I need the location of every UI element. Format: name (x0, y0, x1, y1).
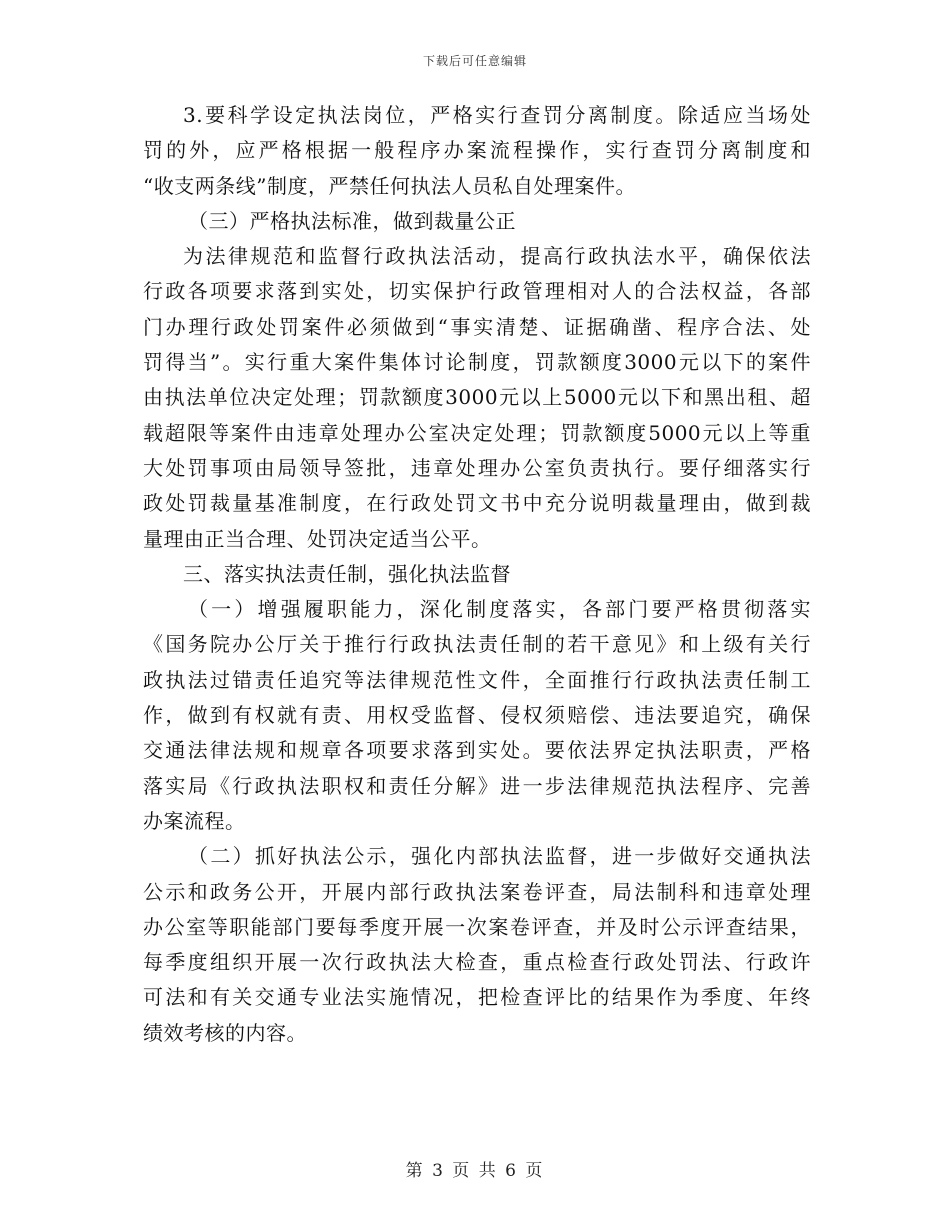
page-number: 第 3 页 共 6 页 (405, 1161, 545, 1181)
paragraph-line: 每季度组织开展一次行政执法大检查，重点检查行政处罚法、行政许 (143, 950, 811, 975)
paragraph-line: 政处罚裁量基准制度，在行政处罚文书中充分说明裁量理由，做到裁 (143, 491, 811, 516)
page-header: 下载后可任意编辑 (422, 54, 527, 68)
paragraph-line: 由执法单位决定处理；罚款额度3000元以上5000元以下和黑出租、超 (143, 385, 811, 410)
paragraph-line: 量理由正当合理、处罚决定适当公平。 (143, 526, 492, 551)
paragraph-line: 载超限等案件由违章处理办公室决定处理；罚款额度5000元以上等重 (143, 420, 811, 445)
paragraph-line: 罚的外，应严格根据一般程序办案流程操作，实行查罚分离制度和 (143, 138, 811, 163)
paragraph-line: 门办理行政处罚案件必须做到“事实清楚、证据确凿、程序合法、处 (143, 314, 811, 339)
paragraph-line: 行政各项要求落到实处，切实保护行政管理相对人的合法权益，各部 (143, 279, 811, 304)
paragraph-line: “收支两条线”制度，严禁任何执法人员私自处理案件。 (143, 173, 636, 198)
paragraph-line: 3.要科学设定执法岗位，严格实行查罚分离制度。除适应当场处 (183, 103, 811, 127)
paragraph-line: 《国务院办公厅关于推行行政执法责任制的若干意见》和上级有关行 (143, 632, 811, 657)
paragraph-line: 办公室等职能部门要每季度开展一次案卷评查，并及时公示评查结果， (143, 914, 811, 939)
paragraph-line: 政执法过错责任追究等法律规范性文件，全面推行行政执法责任制工 (143, 667, 811, 692)
paragraph-line: 绩效考核的内容。 (143, 1020, 307, 1045)
document-body (143, 98, 811, 1051)
paragraph-line: （一）增强履职能力，深化制度落实，各部门要严格贯彻落实 (188, 597, 811, 622)
paragraph-line: 可法和有关交通专业法实施情况，把检查评比的结果作为季度、年终 (143, 985, 811, 1010)
section-heading: 三、落实执法责任制，强化执法监督 (183, 561, 511, 586)
section-heading: （三）严格执法标准，做到裁量公正 (188, 208, 516, 233)
paragraph-line: 作，做到有权就有责、用权受监督、侵权须赔偿、违法要追究，确保 (143, 703, 811, 728)
paragraph-line: （二）抓好执法公示，强化内部执法监督，进一步做好交通执法 (188, 844, 811, 869)
paragraph-line: 落实局《行政执法职权和责任分解》进一步法律规范执法程序、完善 (143, 773, 811, 798)
paragraph-line: 交通法律法规和规章各项要求落到实处。要依法界定执法职责，严格 (143, 738, 811, 763)
paragraph-line: 公示和政务公开，开展内部行政执法案卷评查，局法制科和违章处理 (143, 879, 811, 904)
paragraph-line: 大处罚事项由局领导签批，违章处理办公室负责执行。要仔细落实行 (143, 455, 811, 480)
paragraph-line: 罚得当”。实行重大案件集体讨论制度，罚款额度3000元以下的案件 (143, 350, 811, 375)
paragraph-line: 办案流程。 (143, 808, 246, 833)
paragraph-line: 为法律规范和监督行政执法活动，提高行政执法水平，确保依法 (183, 244, 811, 269)
